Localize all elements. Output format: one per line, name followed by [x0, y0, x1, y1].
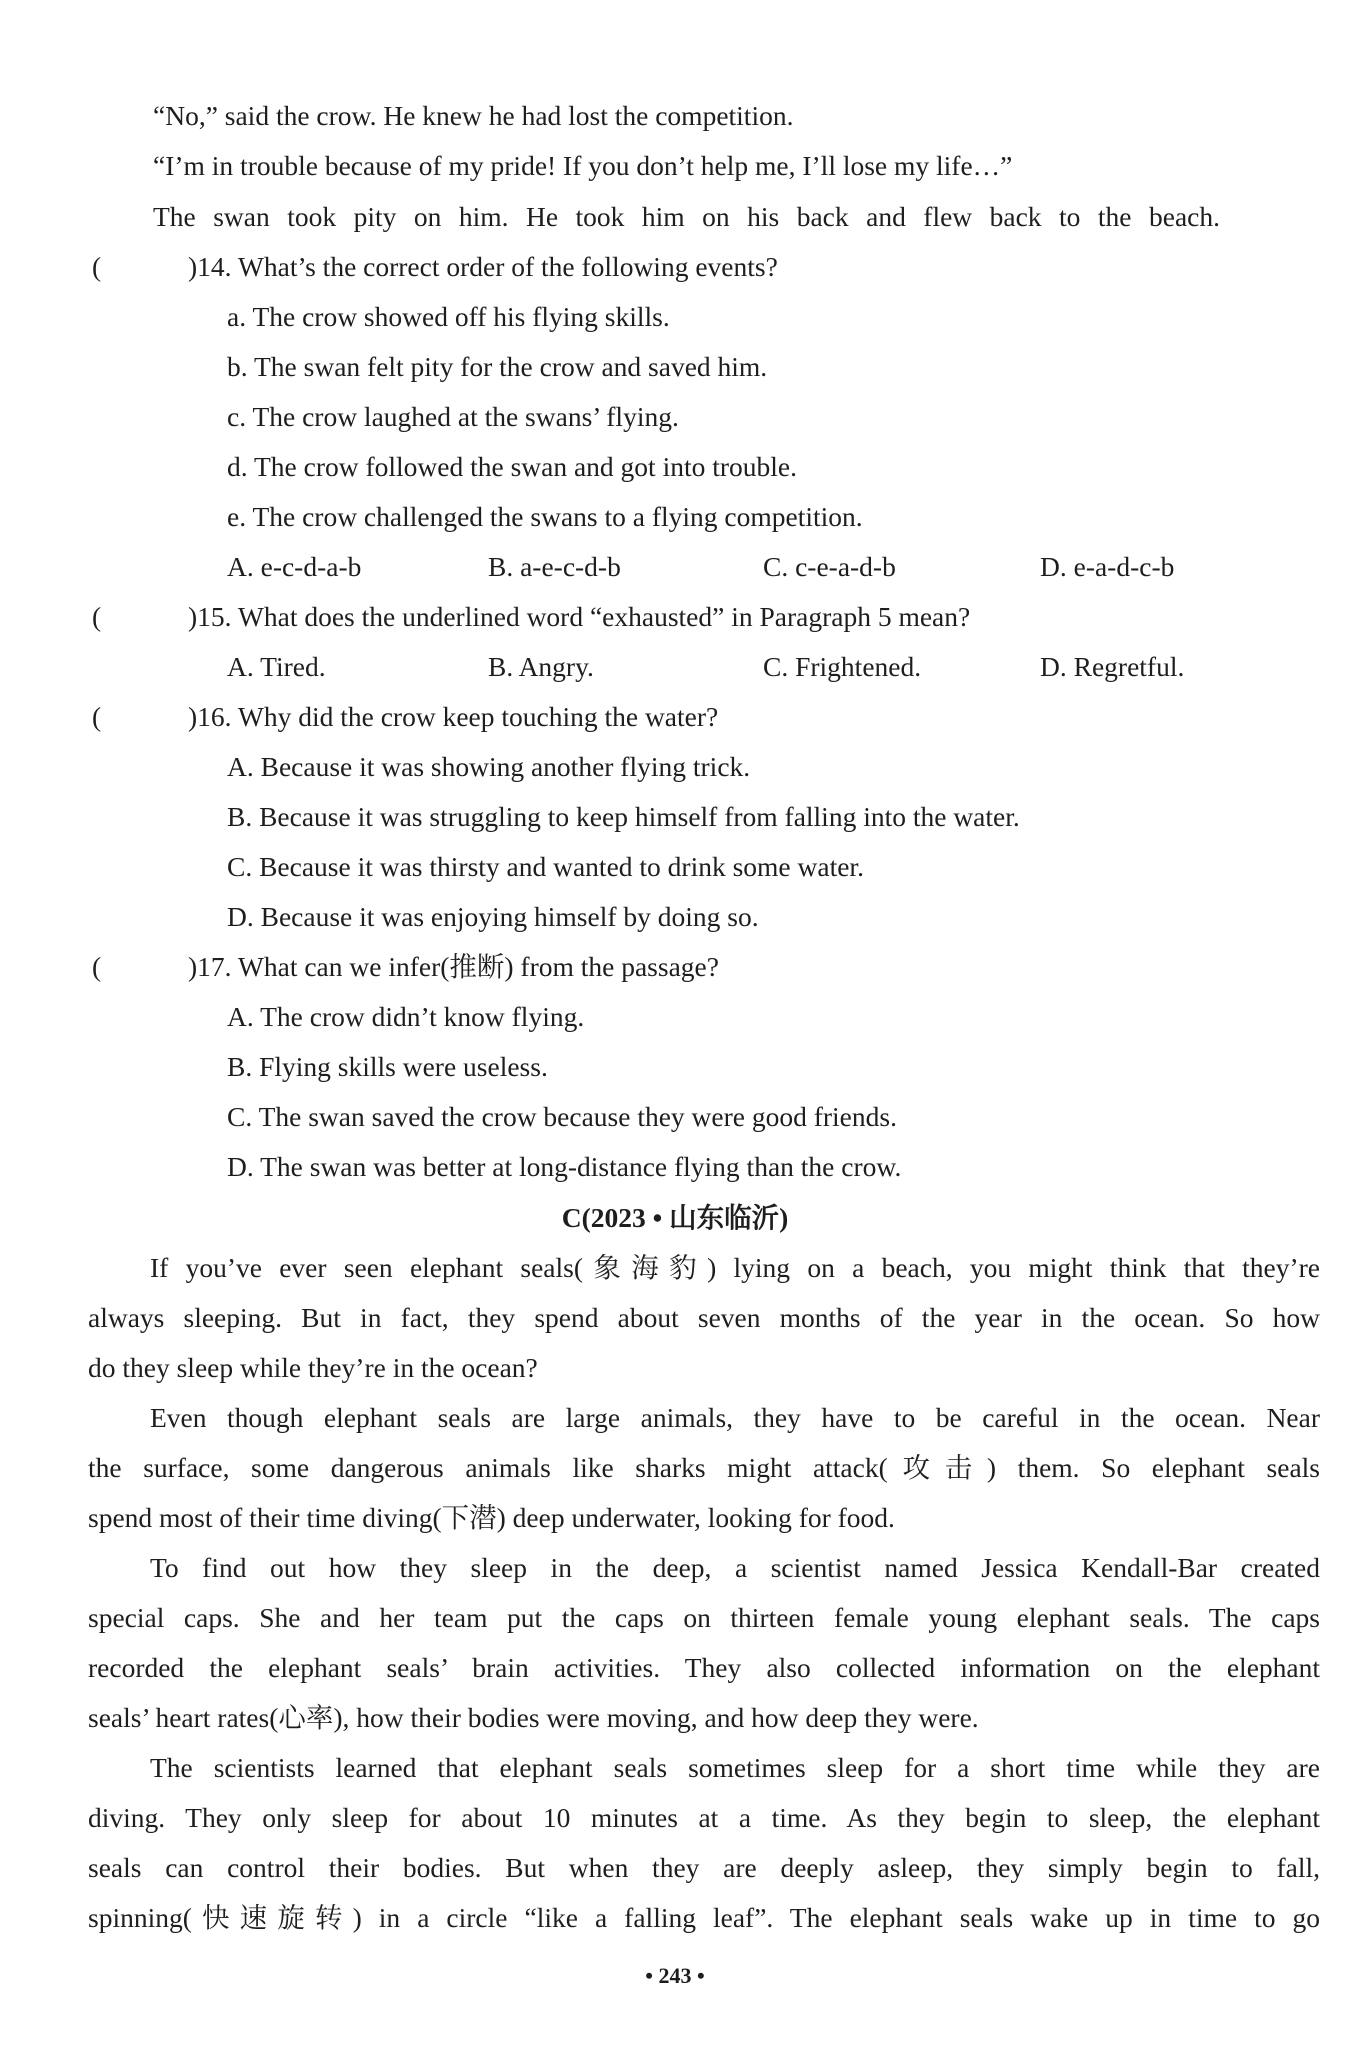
- answer-blank: (: [92, 251, 102, 282]
- option-d: D. Regretful.: [1040, 651, 1185, 682]
- option-b: B. Angry.: [488, 651, 594, 682]
- paragraph-line: To find out how they sleep in the deep, a scientist named Jessica Kendall-Bar created: [150, 1552, 1320, 1583]
- story-line-3: The swan took pity on him. He took him on his back and flew back to the beach.: [153, 201, 1220, 232]
- answer-blank: (: [92, 701, 102, 732]
- paragraph-line: If you’ve ever seen elephant seals(象海豹) lying on a beach, you might think that they’re: [150, 1252, 1320, 1283]
- paragraph-line: Even though elephant seals are large animals, they have to be careful in the ocean. Near: [150, 1402, 1320, 1433]
- answer-blank: (: [92, 951, 102, 982]
- option-b: B. a-e-c-d-b: [488, 551, 621, 582]
- paragraph-line: the surface, some dangerous animals like sharks might attack(攻击) them. So elephant seals: [88, 1452, 1320, 1483]
- option-c: C. The swan saved the crow because they were good friends.: [227, 1101, 897, 1132]
- paragraph-line: The scientists learned that elephant seals sometimes sleep for a short time while they are: [150, 1752, 1320, 1783]
- question-stem: )15. What does the underlined word “exhausted” in Paragraph 5 mean?: [188, 601, 971, 632]
- option-b: B. Because it was struggling to keep himself from falling into the water.: [227, 801, 1020, 832]
- paragraph-line: recorded the elephant seals’ brain activities. They also collected information on the elephant: [88, 1652, 1320, 1683]
- event-a: a. The crow showed off his flying skills.: [227, 301, 670, 332]
- paragraph-line: spinning(快速旋转) in a circle “like a falling leaf”. The elephant seals wake up in time to go: [88, 1902, 1320, 1933]
- paragraph-line: do they sleep while they’re in the ocean?: [88, 1352, 538, 1383]
- option-a: A. Tired.: [227, 651, 326, 682]
- question-14: [92, 249, 778, 285]
- option-d: D. The swan was better at long-distance flying than the crow.: [227, 1151, 902, 1182]
- event-c: c. The crow laughed at the swans’ flying.: [227, 401, 679, 432]
- question-17: [92, 949, 719, 985]
- options-row-15: [0, 649, 1350, 685]
- question-15: [92, 599, 970, 635]
- event-e: e. The crow challenged the swans to a flying competition.: [227, 501, 863, 532]
- option-a: A. e-c-d-a-b: [227, 551, 362, 582]
- option-a: A. The crow didn’t know flying.: [227, 1001, 585, 1032]
- event-d: d. The crow followed the swan and got into trouble.: [227, 451, 797, 482]
- section-heading: C(2023 • 山东临沂): [561, 1202, 789, 1233]
- question-stem: )16. Why did the crow keep touching the water?: [188, 701, 719, 732]
- paragraph-line: seals can control their bodies. But when they are deeply asleep, they simply begin to fall,: [88, 1852, 1320, 1883]
- option-d: D. Because it was enjoying himself by doing so.: [227, 901, 759, 932]
- option-a: A. Because it was showing another flying trick.: [227, 751, 751, 782]
- paragraph-line: always sleeping. But in fact, they spend about seven months of the year in the ocean. So how: [88, 1302, 1320, 1333]
- story-line-1: “No,” said the crow. He knew he had lost the competition.: [153, 100, 794, 131]
- question-16: [92, 699, 718, 735]
- option-c: C. Frightened.: [763, 651, 922, 682]
- question-stem: )14. What’s the correct order of the following events?: [188, 251, 778, 282]
- option-c: C. c-e-a-d-b: [763, 551, 896, 582]
- option-c: C. Because it was thirsty and wanted to drink some water.: [227, 851, 864, 882]
- story-line-2: “I’m in trouble because of my pride! If you don’t help me, I’ll lose my life…”: [153, 150, 1013, 181]
- option-b: B. Flying skills were useless.: [227, 1051, 548, 1082]
- option-d: D. e-a-d-c-b: [1040, 551, 1175, 582]
- paragraph-line: diving. They only sleep for about 10 minutes at a time. As they begin to sleep, the elephant: [88, 1802, 1320, 1833]
- page-number: • 243 •: [645, 1963, 705, 1988]
- paragraph-line: spend most of their time diving(下潜) deep underwater, looking for food.: [88, 1502, 895, 1533]
- options-row-14: [0, 549, 1350, 585]
- event-b: b. The swan felt pity for the crow and saved him.: [227, 351, 768, 382]
- question-stem: )17. What can we infer(推断) from the passage?: [188, 951, 719, 982]
- answer-blank: (: [92, 601, 102, 632]
- paragraph-line: seals’ heart rates(心率), how their bodies were moving, and how deep they were.: [88, 1702, 979, 1733]
- paragraph-line: special caps. She and her team put the caps on thirteen female young elephant seals. The caps: [88, 1602, 1320, 1633]
